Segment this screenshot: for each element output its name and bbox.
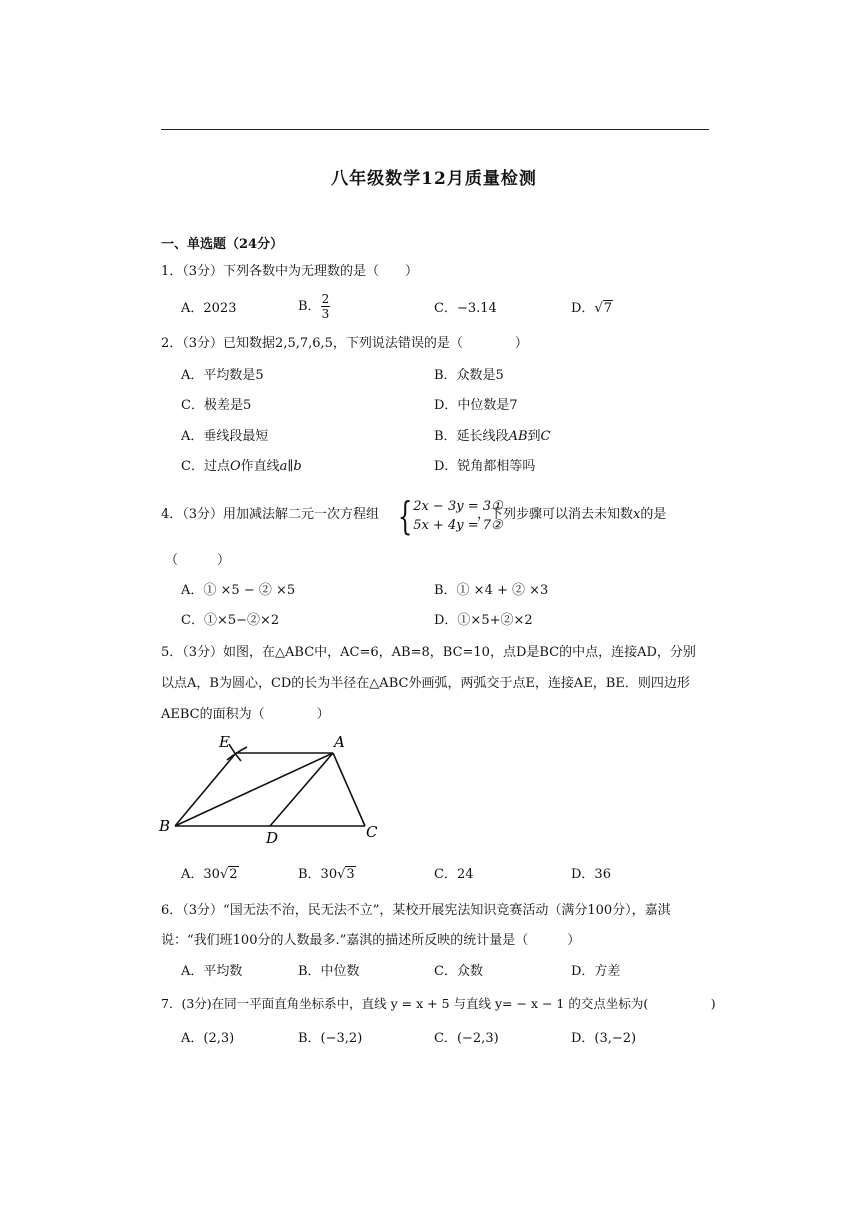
q4-answer-paren: （ ） (165, 553, 231, 568)
q1-stem: 1．（3分）下列各数中为无理数的是（ ） (161, 264, 419, 279)
q5-option-b (298, 866, 356, 884)
sqrt: √7 (594, 301, 613, 316)
q2-option-a: A．平均数是5 (181, 368, 264, 383)
q7-option-b: B．(−3,2) (298, 1031, 363, 1046)
q5-stem-line2: 以点A，B为圆心，CD的长为半径在△ABC外画弧，两弧交于点E，连接AE，BE．则四边形 (161, 676, 690, 691)
sqrt-radicand: 7 (603, 301, 613, 316)
q4-option-b: B．① ×4 + ② ×3 (434, 583, 549, 598)
q5-stem-line3: AEBC的面积为（ ） (161, 707, 330, 722)
fraction-denominator: 3 (321, 307, 330, 321)
q4-stem-b (477, 506, 666, 524)
q7-option-d: D．(3,−2) (571, 1031, 637, 1046)
geometry-figure (155, 730, 395, 850)
equation-1: 2x − 3y = 3① (413, 499, 503, 514)
q4-option-d: D．①×5+②×2 (434, 613, 533, 628)
q4-stem-b-text: ，下列步骤可以消去未知数 (477, 507, 634, 522)
q5-option-d: D．36 (571, 867, 611, 882)
q5-stem-line1: 5．（3分）如图，在△ABC中，AC=6，AB=8，BC=10，点D是BC的中点，连接AD，分别 (161, 645, 696, 660)
q6-option-b: B．中位数 (298, 964, 360, 979)
variable-x: x (633, 507, 641, 522)
q2-stem: 2．（3分）已知数据2,5,7,6,5，下列说法错误的是（ ） (161, 336, 528, 351)
q3-option-c-prefix: C．过点 (181, 459, 230, 474)
sqrt-radicand: 2 (229, 867, 238, 882)
parallel-relation: a∥b (279, 459, 302, 474)
sqrt: √3 (337, 867, 355, 882)
q5-option-a-prefix: A．30 (181, 867, 220, 882)
point-label: O (229, 459, 241, 474)
q7-option-a: A．(2,3) (181, 1031, 235, 1046)
q7-option-c: C．(−2,3) (434, 1031, 499, 1046)
q3-option-c-mid: 作直线 (240, 459, 280, 474)
q4-stem-c-text: 的是 (640, 507, 667, 522)
q1-option-c: C．−3.14 (434, 301, 497, 316)
fraction-numerator: 2 (321, 292, 330, 306)
q4-option-a: A．① ×5 − ② ×5 (181, 583, 296, 598)
q6-stem-line1: 6．（3分）“国无法不治，民无法不立”，某校开展宪法知识竞赛活动（满分100分），嘉淇 (161, 903, 671, 918)
q1-option-b-prefix: B． (298, 299, 321, 314)
q3-option-b-mid: 到 (527, 429, 541, 444)
q5-option-b-prefix: B．30 (298, 867, 338, 882)
q3-option-c (181, 458, 302, 476)
sqrt: √2 (219, 867, 238, 882)
q3-option-d: D．锐角都相等吗 (434, 459, 536, 474)
q2-option-d: D．中位数是7 (434, 398, 518, 413)
segment-ba (175, 753, 333, 826)
fraction (321, 292, 331, 321)
label-c: C (366, 823, 378, 841)
section-heading: 一、单选题（24分） (161, 237, 284, 252)
q1-option-d-prefix: D． (571, 301, 595, 316)
q5-option-c: C．24 (434, 867, 474, 882)
q4-option-c: C．①×5−②×2 (181, 613, 280, 628)
q2-option-b: B．众数是5 (434, 368, 504, 383)
q3-option-b (434, 428, 550, 446)
q4-stem-a: 4．（3分）用加减法解二元一次方程组 (161, 507, 380, 522)
sqrt-radicand: 3 (346, 867, 355, 882)
label-b: B (159, 817, 171, 835)
q2-option-c: C．极差是5 (181, 398, 252, 413)
q3-option-a: A．垂线段最短 (181, 429, 269, 444)
segment-be (175, 753, 236, 826)
label-e: E (219, 733, 230, 751)
segment-da (270, 753, 333, 826)
header-rule (161, 129, 709, 130)
q1-option-a: A．2023 (181, 301, 237, 316)
q6-stem-line2: 说：“我们班100分的人数最多.”嘉淇的描述所反映的统计量是（ ） (161, 933, 581, 948)
segment-label: AB (508, 429, 528, 444)
q6-option-c: C．众数 (434, 964, 483, 979)
q5-option-a (181, 866, 239, 884)
label-d: D (266, 829, 279, 847)
q1-option-b (298, 292, 330, 321)
q1-option-d (571, 300, 613, 318)
brace-icon: { (397, 494, 413, 538)
label-a: A (334, 733, 345, 751)
point-label: C (540, 429, 551, 444)
q6-option-a: A．平均数 (181, 964, 243, 979)
q7-stem: 7．(3分)在同一平面直角坐标系中，直线 y = x + 5 与直线 y= − x − 1 的交点坐标为( ) (161, 996, 716, 1011)
q6-option-d: D．方差 (571, 964, 621, 979)
segment-ac (333, 753, 365, 826)
equation-2: 5x + 4y = 7② (413, 518, 503, 533)
q3-option-b-prefix: B．延长线段 (434, 429, 509, 444)
page-title: 八年级数学12月质量检测 (331, 169, 537, 189)
